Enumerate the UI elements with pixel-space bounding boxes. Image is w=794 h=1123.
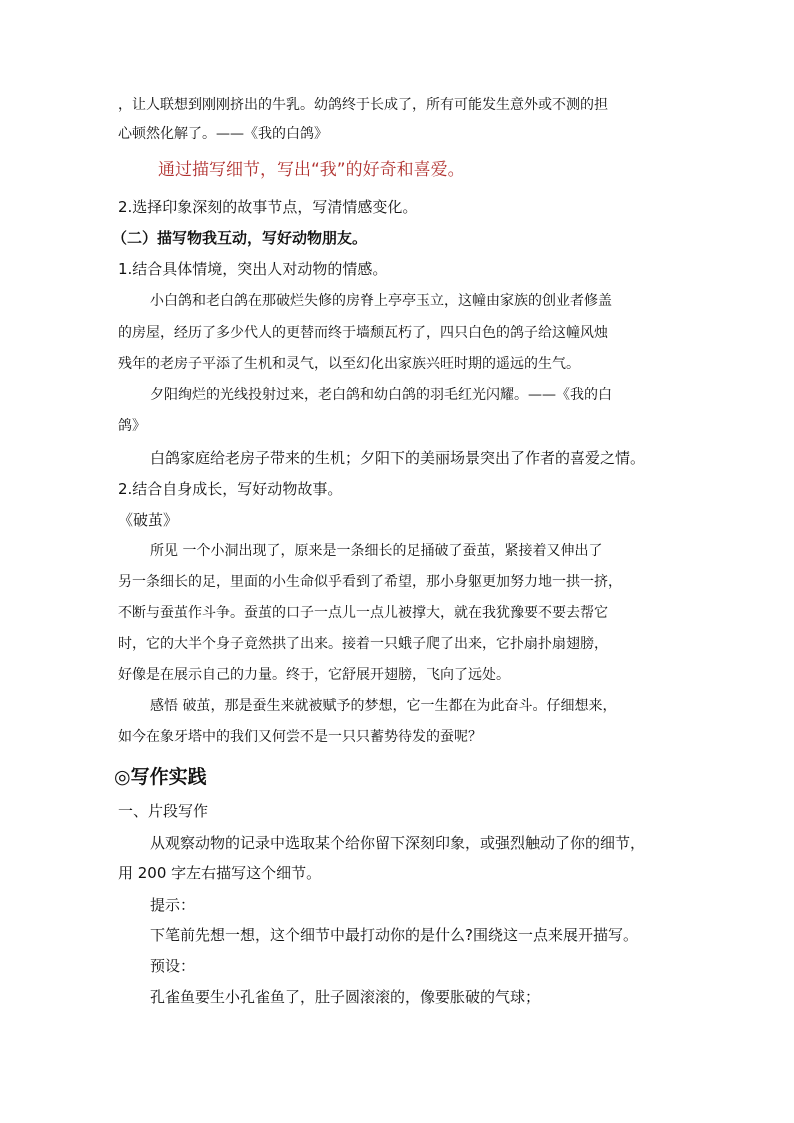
highlight-note: 通过描写细节，写出“我”的好奇和喜爱。 bbox=[158, 160, 465, 180]
subsection-title: 一、片段写作 bbox=[118, 802, 209, 820]
text-line: 白鸽家庭给老房子带来的生机；夕阳下的美丽场景突出了作者的喜爱之情。 bbox=[150, 449, 646, 467]
section-point: 2.结合自身成长，写好动物故事。 bbox=[118, 480, 343, 498]
text-line: 鸽》 bbox=[118, 418, 146, 434]
text-line: 孔雀鱼要生小孔雀鱼了，肚子圆滚滚的，像要胀破的气球； bbox=[150, 988, 541, 1006]
section-title: ◎写作实践 bbox=[114, 766, 207, 788]
label-line: 预设： bbox=[150, 957, 196, 975]
text-line: 不断与蚕茧作斗争。蚕茧的口子一点儿一点儿被撑大，就在我犹豫要不要去帮它 bbox=[118, 605, 608, 621]
section-heading: （二）描写物我互动，写好动物朋友。 bbox=[112, 229, 368, 247]
text-line: 残年的老房子平添了生机和灵气，以至幻化出家族兴旺时期的遥远的生气。 bbox=[118, 356, 580, 372]
text-line: 用 200 字左右描写这个细节。 bbox=[118, 864, 322, 882]
text-line: 夕阳绚烂的光线投射过来，老白鸽和幼白鸽的羽毛红光闪耀。——《我的白 bbox=[150, 387, 612, 403]
text-line: 好像是在展示自己的力量。终于，它舒展开翅膀，飞向了远处。 bbox=[118, 667, 510, 683]
label-line: 提示： bbox=[150, 896, 196, 914]
text-line: 如今在象牙塔中的我们又何尝不是一只只蓄势待发的蚕呢？ bbox=[118, 729, 482, 745]
text-line: 从观察动物的记录中选取某个给你留下深刻印象，或强烈触动了你的细节， bbox=[150, 834, 646, 852]
text-line: ，让人联想到刚刚挤出的牛乳。幼鸽终于长成了，所有可能发生意外或不测的担 bbox=[118, 97, 608, 113]
text-line: 感悟 破茧，那是蚕生来就被赋予的梦想，它一生都在为此奋斗。仔细想来， bbox=[150, 698, 617, 714]
text-line: 另一条细长的足，里面的小生命似乎看到了希望，那小身躯更加努力地一拱一挤， bbox=[118, 574, 622, 590]
section-point: 1.结合具体情境，突出人对动物的情感。 bbox=[118, 260, 388, 278]
text-line: 时，它的大半个身子竟然拱了出来。接着一只蛾子爬了出来，它扑扇扑扇翅膀， bbox=[118, 636, 608, 652]
text-line: 的房屋，经历了多少代人的更替而终于墙颓瓦朽了，四只白色的鸽子给这幢风烛 bbox=[118, 325, 608, 341]
text-line: 下笔前先想一想，这个细节中最打动你的是什么?围绕这一点来展开描写。 bbox=[150, 926, 638, 944]
text-line: 小白鸽和老白鸽在那破烂失修的房脊上亭亭玉立，这幢由家族的创业者修盖 bbox=[150, 293, 612, 309]
story-title: 《破茧》 bbox=[118, 511, 179, 529]
text-line: 所见 一个小洞出现了，原来是一条细长的足捅破了蚕茧，紧接着又伸出了 bbox=[150, 543, 603, 559]
section-point: 2.选择印象深刻的故事节点，写清情感变化。 bbox=[118, 198, 418, 216]
text-line: 心顿然化解了。——《我的白鸽》 bbox=[118, 126, 328, 142]
